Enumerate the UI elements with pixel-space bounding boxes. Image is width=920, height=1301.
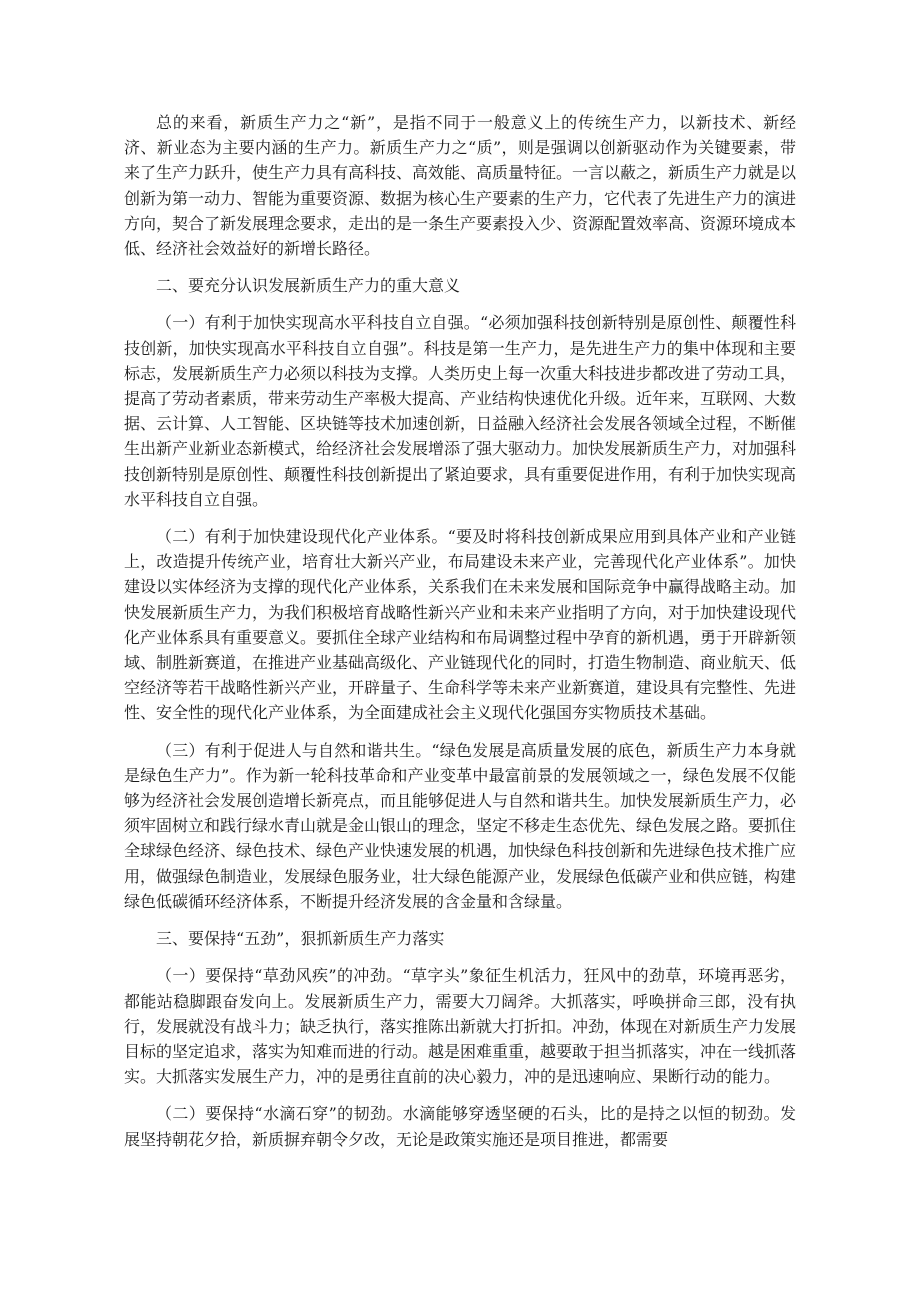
section-heading-significance: 二、要充分认识发展新质生产力的重大意义 xyxy=(156,276,461,296)
paragraph-drive: （一）要保持“草劲风疾”的冲劲。“草字头”象征生机活力，狂风中的劲草，环境再恶劣，都能站稳脚跟奋发向上。发展新质生产力，需要大刀阔斧。大抓落实，呼唤拼命三郎，没有执行，发展就没有战斗力；缺乏执行，落实推陈出新就大打折扣。冲劲，体现在对新质生产力发展目标的坚定追求，落实为知难而进的行动。越是困难重重，越要敢于担当抓落实，冲在一线抓落实。大抓落实发展生产力，冲的是勇往直前的决心毅力，冲的是迅速响应、果断行动的能力。 xyxy=(124,966,797,1087)
summary-paragraph: 总的来看，新质生产力之“新”，是指不同于一般意义上的传统生产力，以新技术、新经济、新业态为主要内涵的生产力。新质生产力之“质”，则是强调以创新驱动作为关键要素，带来了生产力跃升，使生产力具有高科技、高效能、高质量特征。一言以蔽之，新质生产力就是以创新为第一动力、智能为重要资源、数据为核心生产要素的生产力，它代表了先进生产力的演进方向，契合了新发展理念要求，走出的是一条生产要素投入少、资源配置效率高、资源环境成本低、经济社会效益好的新增长路径。 xyxy=(124,113,797,259)
paragraph-harmony-nature: （三）有利于促进人与自然和谐共生。“绿色发展是高质量发展的底色，新质生产力本身就是绿色生产力”。作为新一轮科技革命和产业变革中最富前景的发展领域之一，绿色发展不仅能够为经济社会发展创造增长新亮点，而且能够促进人与自然和谐共生。加快发展新质生产力，必须牢固树立和践行绿水青山就是金山银山的理念，坚定不移走生态优先、绿色发展之路。要抓住全球绿色经济、绿色技术、绿色产业快速发展的机遇，加快绿色科技创新和先进绿色技术推广应用，做强绿色制造业，发展绿色服务业，壮大绿色能源产业，发展绿色低碳产业和供应链，构建绿色低碳循环经济体系，不断提升经济发展的含金量和含绿量。 xyxy=(124,740,797,911)
paragraph-tech-self-reliance: （一）有利于加快实现高水平科技自立自强。“必须加强科技创新特别是原创性、颠覆性科技创新，加快实现高水平科技自立自强”。科技是第一生产力，是先进生产力的集中体现和主要标志，发展新质生产力必须以科技为支撑。人类历史上每一次重大科技进步都改进了劳动工具，提高了劳动者素质，带来劳动生产率极大提高、产业结构快速优化升级。近年来，互联网、大数据、云计算、人工智能、区块链等技术加速创新，日益融入经济社会发展各领域全过程，不断催生出新产业新业态新模式，给经济社会发展增添了强大驱动力。加快发展新质生产力，对加强科技创新特别是原创性、颠覆性科技创新提出了紧迫要求，具有重要促进作用，有利于加快实现高水平科技自立自强。 xyxy=(124,313,797,509)
section-heading-five-energies: 三、要保持“五劲”，狠抓新质生产力落实 xyxy=(156,929,445,949)
document-page xyxy=(124,110,796,1164)
paragraph-modern-industry: （二）有利于加快建设现代化产业体系。“要及时将科技创新成果应用到具体产业和产业链上，改造提升传统产业，培育壮大新兴产业，布局建设未来产业，完善现代化产业体系”。加快建设以实体经济为支撑的现代化产业体系，关系我们在未来发展和国际竞争中赢得战略主动。加快发展新质生产力，为我们积极培育战略性新兴产业和未来产业指明了方向，对于加快建设现代化产业体系具有重要意义。要抓住全球产业结构和布局调整过程中孕育的新机遇，勇于开辟新领域、制胜新赛道，在推进产业基础高级化、产业链现代化的同时，打造生物制造、商业航天、低空经济等若干战略性新兴产业，开辟量子、生命科学等未来产业新赛道，建设具有完整性、先进性、安全性的现代化产业体系，为全面建成社会主义现代化强国夯实物质技术基础。 xyxy=(124,527,797,723)
paragraph-tenacity: （二）要保持“水滴石穿”的韧劲。水滴能够穿透坚硬的石头，比的是持之以恒的韧劲。发展坚持朝花夕拾，新质摒弃朝令夕改，无论是政策实施还是项目推进，都需要 xyxy=(124,1104,796,1149)
